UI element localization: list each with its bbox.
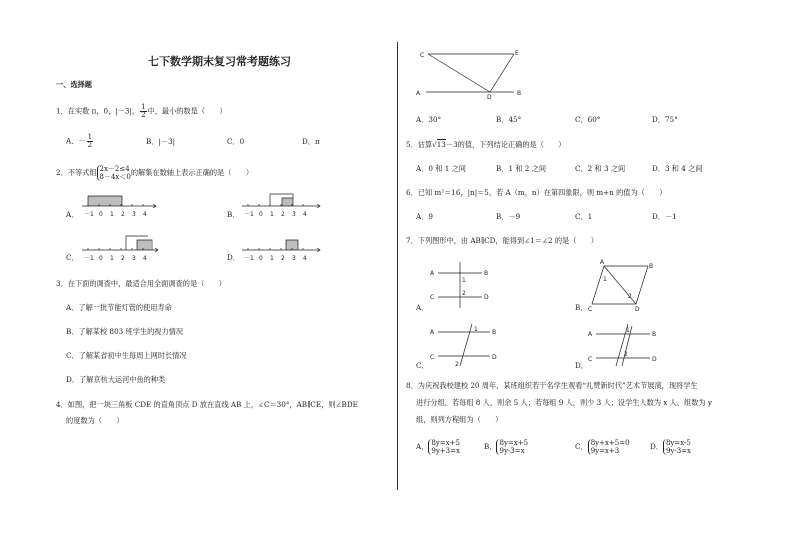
q7c-label-d: D bbox=[492, 354, 497, 361]
q8-stem-line3: 组，则列方程组为（ ） bbox=[416, 415, 503, 424]
q4-option-b[interactable]: B．45° bbox=[496, 115, 522, 124]
q3-option-c[interactable]: C．了解某省初中生每周上网时长情况 bbox=[66, 351, 187, 360]
q4-line-ed bbox=[490, 54, 514, 92]
q8-d-eq2: 9y-3=x bbox=[665, 447, 691, 455]
q1-stem-b: 中，最小的数是（ ） bbox=[147, 106, 227, 116]
page-title: 七下数学期末复习常考题练习 bbox=[148, 55, 291, 68]
q2-c-tick-label: 3 bbox=[132, 255, 136, 262]
q8-option-c-label: C． bbox=[575, 442, 588, 451]
q1-option-a-fraction bbox=[87, 134, 93, 149]
q2-b-tick-label: －1 bbox=[244, 211, 254, 218]
q2-b-tick-label: 3 bbox=[292, 211, 296, 218]
q1-stem-a: 1．在实数 π，0，|－3|， bbox=[56, 106, 140, 116]
q2-b-shade bbox=[282, 198, 293, 206]
q2-option-b[interactable]: B． bbox=[227, 210, 240, 219]
q8-c-eq1: 8y+x+5=0 bbox=[590, 439, 630, 447]
q4-label-d: D bbox=[487, 94, 492, 101]
q2-ineq-2: 8－4x＜0 bbox=[99, 173, 131, 181]
q5-option-a[interactable]: A．0 和 1 之间 bbox=[416, 164, 466, 173]
q4-label-a: A bbox=[416, 90, 421, 97]
q1-stem bbox=[56, 104, 227, 119]
q7d-angle-2: 2 bbox=[624, 351, 628, 358]
q2-c-tick-label: 2 bbox=[121, 255, 125, 262]
q2-b-tick-label: 1 bbox=[270, 211, 274, 218]
q4-stem-line2: 的度数为（ ） bbox=[66, 416, 124, 425]
q8-option-d-system bbox=[663, 439, 691, 455]
q3-option-d[interactable]: D．了解京杭大运河中鱼的种类 bbox=[66, 375, 166, 384]
q4-line-cd bbox=[428, 54, 490, 92]
q4-label-b: B bbox=[517, 90, 522, 97]
q2-a-tick-label: 0 bbox=[99, 211, 103, 218]
q8-option-d[interactable] bbox=[650, 439, 691, 455]
q2-d-tick-label: 2 bbox=[281, 255, 285, 262]
q5-option-d[interactable]: D．3 和 4 之间 bbox=[652, 164, 703, 173]
q8-option-b[interactable] bbox=[484, 439, 528, 455]
column-divider bbox=[397, 42, 398, 490]
q7b-angle-2: 2 bbox=[628, 293, 632, 300]
q8-c-eq2: 9y=x+3 bbox=[590, 447, 620, 455]
q7-figure-d bbox=[586, 322, 662, 368]
q8-option-b-label: B． bbox=[484, 442, 497, 451]
q7c-label-a: A bbox=[430, 329, 435, 336]
q7a-label-b: B bbox=[484, 270, 489, 277]
q7d-label-c: C bbox=[588, 356, 593, 363]
q5-option-b[interactable]: B．1 和 2 之间 bbox=[496, 164, 547, 173]
q7b-angle-1: 1 bbox=[603, 276, 607, 283]
q5-stem-b: －3的值，下列结论正确的是（ ） bbox=[445, 140, 566, 149]
q1-option-c[interactable]: C．0 bbox=[227, 137, 245, 146]
q6-option-a[interactable]: A．9 bbox=[416, 212, 433, 221]
q2-d-tick-label: －1 bbox=[244, 255, 254, 262]
q5-radicand: 13 bbox=[436, 140, 446, 149]
section-heading: 一、选择题 bbox=[56, 80, 92, 89]
q7b-label-a: A bbox=[600, 259, 605, 266]
q7a-angle-2: 2 bbox=[462, 290, 466, 297]
q1-option-d[interactable]: D．π bbox=[302, 137, 320, 146]
q2-a-tick-label: 4 bbox=[143, 211, 147, 218]
q8-d-eq1: 8y=x-5 bbox=[665, 439, 691, 447]
q7a-angle-1: 1 bbox=[462, 277, 466, 284]
q1-frac-den: 2 bbox=[141, 111, 146, 119]
q7-figure-c bbox=[428, 322, 500, 368]
sqrt-icon: √ bbox=[432, 140, 437, 149]
q8-option-a[interactable] bbox=[416, 439, 460, 455]
q2-system bbox=[97, 165, 131, 181]
q1-option-a[interactable] bbox=[66, 134, 94, 149]
q7d-label-d: D bbox=[652, 356, 657, 363]
q7-stem: 7．下列图形中，由 AB∥CD，能得到∠1＝∠2 的是（ ） bbox=[406, 236, 598, 245]
q8-a-eq1: 8y=x+5 bbox=[431, 439, 460, 447]
q4-option-c[interactable]: C．60° bbox=[575, 115, 601, 124]
q4-label-e: E bbox=[515, 50, 519, 57]
q3-stem: 3．在下面的调查中，最适合用全面调查的是（ ） bbox=[56, 279, 226, 288]
q8-option-a-system bbox=[428, 439, 460, 455]
q2-b-tick-label: 0 bbox=[259, 211, 263, 218]
q7b-label-b: B bbox=[649, 263, 654, 270]
q1-option-b[interactable]: B．|－3| bbox=[146, 137, 176, 146]
q8-stem-line1: 8．为庆祝我校建校 20 周年，某班组织若干名学生观看“礼赞新时代”艺术节展演，现将学生 bbox=[406, 381, 698, 390]
q7b-label-d: D bbox=[635, 306, 640, 313]
q2-ineq-1: 2x－2≤4 bbox=[99, 165, 130, 173]
q7-option-a[interactable]: A． bbox=[416, 303, 429, 312]
q7d-angle-1: 1 bbox=[626, 327, 630, 334]
q2-a-tick-label: －1 bbox=[84, 211, 94, 218]
q2-b-tick-label: 4 bbox=[303, 211, 307, 218]
q5-stem bbox=[406, 140, 565, 149]
q6-option-b[interactable]: B．－9 bbox=[496, 212, 521, 221]
q7d-label-a: A bbox=[588, 331, 593, 338]
q2-option-d[interactable]: D． bbox=[227, 253, 240, 262]
q1-option-a-label: A． bbox=[66, 136, 79, 146]
q2-c-shade bbox=[137, 240, 151, 250]
q8-option-c[interactable] bbox=[575, 439, 630, 455]
q4-option-d[interactable]: D．75° bbox=[652, 115, 678, 124]
q7c-angle-2: 2 bbox=[455, 361, 459, 368]
q3-option-a[interactable]: A．了解一批节能灯管的使用寿命 bbox=[66, 303, 172, 312]
q8-option-a-label: A． bbox=[416, 442, 429, 451]
q1-option-a-sign: － bbox=[78, 136, 86, 146]
q2-c-tick-label: －1 bbox=[84, 255, 94, 262]
q2-a-tick-label: 1 bbox=[110, 211, 114, 218]
q1-fraction bbox=[140, 104, 146, 119]
q2-stem bbox=[56, 165, 253, 181]
q7a-label-d: D bbox=[484, 294, 489, 301]
q2-number-line-a bbox=[82, 188, 172, 218]
q2-number-line-c bbox=[82, 232, 172, 262]
q2-stem-b: 的解集在数轴上表示正确的是（ ） bbox=[130, 168, 254, 177]
q1-option-a-num: 1 bbox=[87, 133, 93, 141]
q2-c-tick-label: 4 bbox=[143, 255, 147, 262]
q7c-angle-1: 1 bbox=[474, 326, 478, 333]
q8-option-c-system bbox=[588, 439, 630, 455]
q4-stem-line1: 4．如图，把一块三角板 CDE 的直角顶点 D 放在直线 AB 上，∠C＝30°，AB∥CE，则∠BDE bbox=[56, 400, 358, 409]
q7a-label-a: A bbox=[430, 270, 435, 277]
q2-stem-a: 2．不等式组 bbox=[56, 168, 97, 177]
q1-option-a-den: 2 bbox=[87, 141, 93, 149]
q2-d-tick-label: 1 bbox=[270, 255, 274, 262]
q2-option-c[interactable]: C． bbox=[66, 253, 79, 262]
q2-a-tick-label: 3 bbox=[132, 211, 136, 218]
q7-option-d[interactable]: D． bbox=[575, 361, 588, 370]
q2-d-tick-label: 4 bbox=[303, 255, 307, 262]
q7d-label-b: B bbox=[652, 331, 657, 338]
q8-option-d-label: D． bbox=[650, 442, 663, 451]
q2-a-shade bbox=[88, 196, 122, 206]
q2-c-tick-label: 0 bbox=[99, 255, 103, 262]
q1-frac-num: 1 bbox=[141, 103, 146, 111]
q8-option-b-system bbox=[496, 439, 528, 455]
q7-option-b[interactable]: B． bbox=[575, 303, 588, 312]
q4-option-a[interactable]: A．30° bbox=[416, 115, 442, 124]
q7-option-c[interactable]: C． bbox=[416, 361, 429, 370]
q7b-label-c: C bbox=[588, 306, 593, 313]
q2-number-line-b bbox=[242, 188, 332, 218]
q8-stem-line2: 进行分组，若每组 8 人，则余 5 人；若每组 9 人，则少 3 人；设学生人数为 x 人，组数为 y bbox=[416, 398, 712, 407]
q2-c-tick-label: 1 bbox=[110, 255, 114, 262]
q4-figure bbox=[416, 48, 528, 101]
q6-option-d[interactable]: D．－1 bbox=[652, 212, 677, 221]
q2-option-a[interactable]: A． bbox=[66, 210, 79, 219]
q7a-label-c: C bbox=[430, 294, 435, 301]
q7c-label-c: C bbox=[430, 354, 435, 361]
q7-figure-b bbox=[586, 260, 658, 312]
q7c-label-b: B bbox=[492, 329, 497, 336]
q5-option-c[interactable]: C．2 和 3 之间 bbox=[575, 164, 626, 173]
q8-b-eq2: 9y-3=x bbox=[499, 447, 525, 455]
q8-b-eq1: 8y=x+5 bbox=[499, 439, 529, 447]
q2-b-tick-label: 2 bbox=[281, 211, 285, 218]
q2-a-tick-label: 2 bbox=[121, 211, 125, 218]
q4-label-c: C bbox=[420, 52, 425, 59]
q7c-transversal bbox=[460, 324, 472, 366]
q2-d-tick-label: 0 bbox=[259, 255, 263, 262]
q6-option-c[interactable]: C．1 bbox=[575, 212, 593, 221]
q6-stem: 6．已知 m²＝16，|n|＝5，若 A（m，n）在第四象限，则 m+n 的值为（ ） bbox=[406, 188, 667, 197]
q2-d-tick-label: 3 bbox=[292, 255, 296, 262]
q8-a-eq2: 9y+3=x bbox=[431, 447, 460, 455]
q2-number-line-d bbox=[242, 232, 332, 262]
q3-option-b[interactable]: B．了解某校 803 班学生的视力情况 bbox=[66, 327, 184, 336]
q7-figure-a bbox=[428, 260, 498, 312]
q5-stem-a: 5．估算 bbox=[406, 140, 433, 149]
